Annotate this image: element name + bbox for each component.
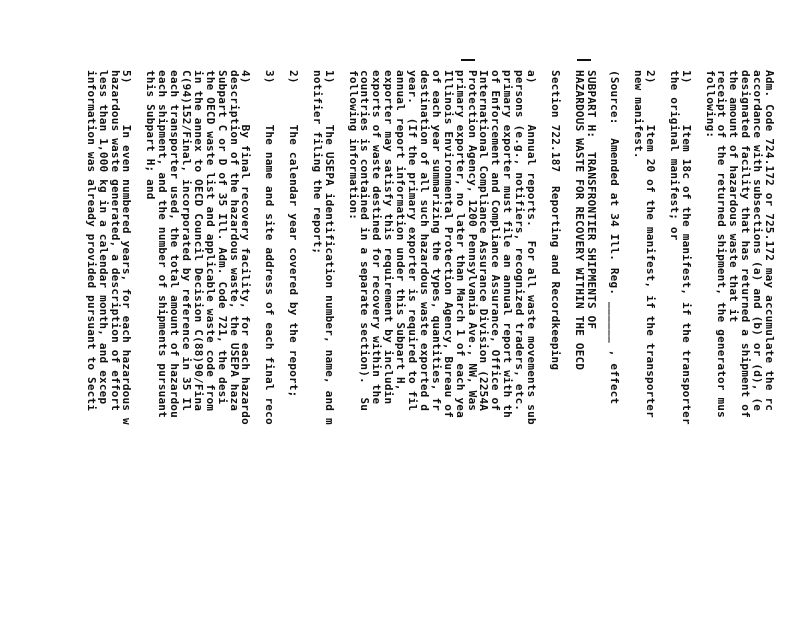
text-line: Section 722.187 Reporting and Recordkeeping bbox=[548, 70, 562, 371]
text-line: notifier filing the report; bbox=[310, 70, 324, 255]
text-line: each shipment, and the number of shipments pursuant bbox=[156, 70, 170, 418]
text-line: C(94)152/Final, incorporated by reference in 35 Il bbox=[179, 70, 193, 412]
text-line: primary exporter, no later than March 1 of each yea bbox=[453, 70, 467, 418]
text-line: year. (If the primary exporter is required to fil bbox=[406, 70, 419, 412]
text-line: the original manifest; or bbox=[667, 70, 681, 241]
text-line: accordance with subsections (a) and (b) or (d), (e bbox=[751, 70, 765, 412]
text-line: destination of all such hazardous waste exported d bbox=[417, 70, 431, 412]
text-line: exports of waste destined for recovery within the bbox=[370, 70, 384, 405]
text-line: 3) The name and site address of each final reco bbox=[263, 70, 277, 425]
text-line: following information: bbox=[346, 70, 360, 221]
text-line: of each year summarizing the types, quantities, fr bbox=[429, 70, 443, 412]
text-line: hazardous waste generated, a description of effort bbox=[108, 70, 122, 412]
text-line: description of the hazardous waste, the USEPA haza bbox=[227, 70, 241, 412]
text-line: 1) The USEPA identification number, name, and m bbox=[322, 70, 336, 425]
text-line: the OECD waste list and applicable waste code from bbox=[203, 70, 217, 412]
text-line: new manifest. bbox=[632, 70, 646, 159]
text-line: Illinois Environmental Protection Agency, Bureau of bbox=[441, 70, 455, 418]
text-line: this Subpart H; and bbox=[144, 70, 158, 200]
text-line: of Enforcement and Compliance Assurance, Office of bbox=[489, 70, 503, 412]
text-line: (Source: Amended at 34 Ill. Reg. ______ , effect bbox=[608, 70, 622, 405]
text-line: a) Annual reports. For all waste movements sub bbox=[525, 70, 538, 425]
text-line: the amount of hazardous waste that it bbox=[727, 70, 741, 323]
text-line: each transporter used, the total amount of hazardou bbox=[168, 70, 181, 418]
text-line: 2) Item 20 of the manifest, if the transporter bbox=[644, 70, 657, 418]
text-line: 2) The calendar year covered by the report; bbox=[287, 70, 300, 398]
text-line: information was already provided pursuant to Secti bbox=[84, 70, 98, 412]
text-line: in the annex to OECD Council Decision C(88)90/Fina bbox=[191, 70, 205, 412]
text-line: Subpart C or D of 35 Ill. Adm. Code 721, the desi bbox=[215, 70, 229, 405]
text-line: annual report information under this Subpart H, bbox=[394, 70, 408, 391]
text-line: persons (e.g., notifiers, recognized traders, etc. bbox=[513, 70, 527, 412]
text-line: countries is contained in a separate section). Su bbox=[358, 70, 372, 412]
text-line: less than 1,000 kg in a calendar month, and excep bbox=[96, 70, 110, 405]
text-line: receipt of the returned shipment, the generator mus bbox=[715, 70, 729, 418]
text-line: designated facility that has returned a shipment of bbox=[739, 70, 753, 418]
text-line: HAZARDOUS WASTE FOR RECOVERY WITHIN THE OECD bbox=[572, 70, 586, 371]
text-line: exporter may satisfy this requirement by includin bbox=[382, 70, 396, 405]
text-line: SUBPART H: TRANSFRONTIER SHIPMENTS OF bbox=[584, 70, 598, 330]
text-line: 5) In even numbered years, for each hazardous w bbox=[120, 70, 134, 425]
text-line: Adm. Code 724.172 or 725.172 may accumulate the rc bbox=[763, 70, 776, 412]
header-dash-left bbox=[461, 59, 475, 61]
text-line: 1) Item 18c of the manifest, if the transporter bbox=[679, 70, 693, 425]
text-line: Protection Agency, 1200 Pennsylvania Ave., NW, Was bbox=[465, 70, 479, 412]
text-line: 4) By final recovery facility, for each hazardo bbox=[239, 70, 253, 425]
text-line: following: bbox=[703, 70, 717, 139]
text-line: International Compliance Assurance Division (2254A bbox=[477, 70, 491, 412]
header-dash-right bbox=[577, 59, 591, 61]
text-line: primary exporter must file an annual report with th bbox=[501, 70, 515, 418]
